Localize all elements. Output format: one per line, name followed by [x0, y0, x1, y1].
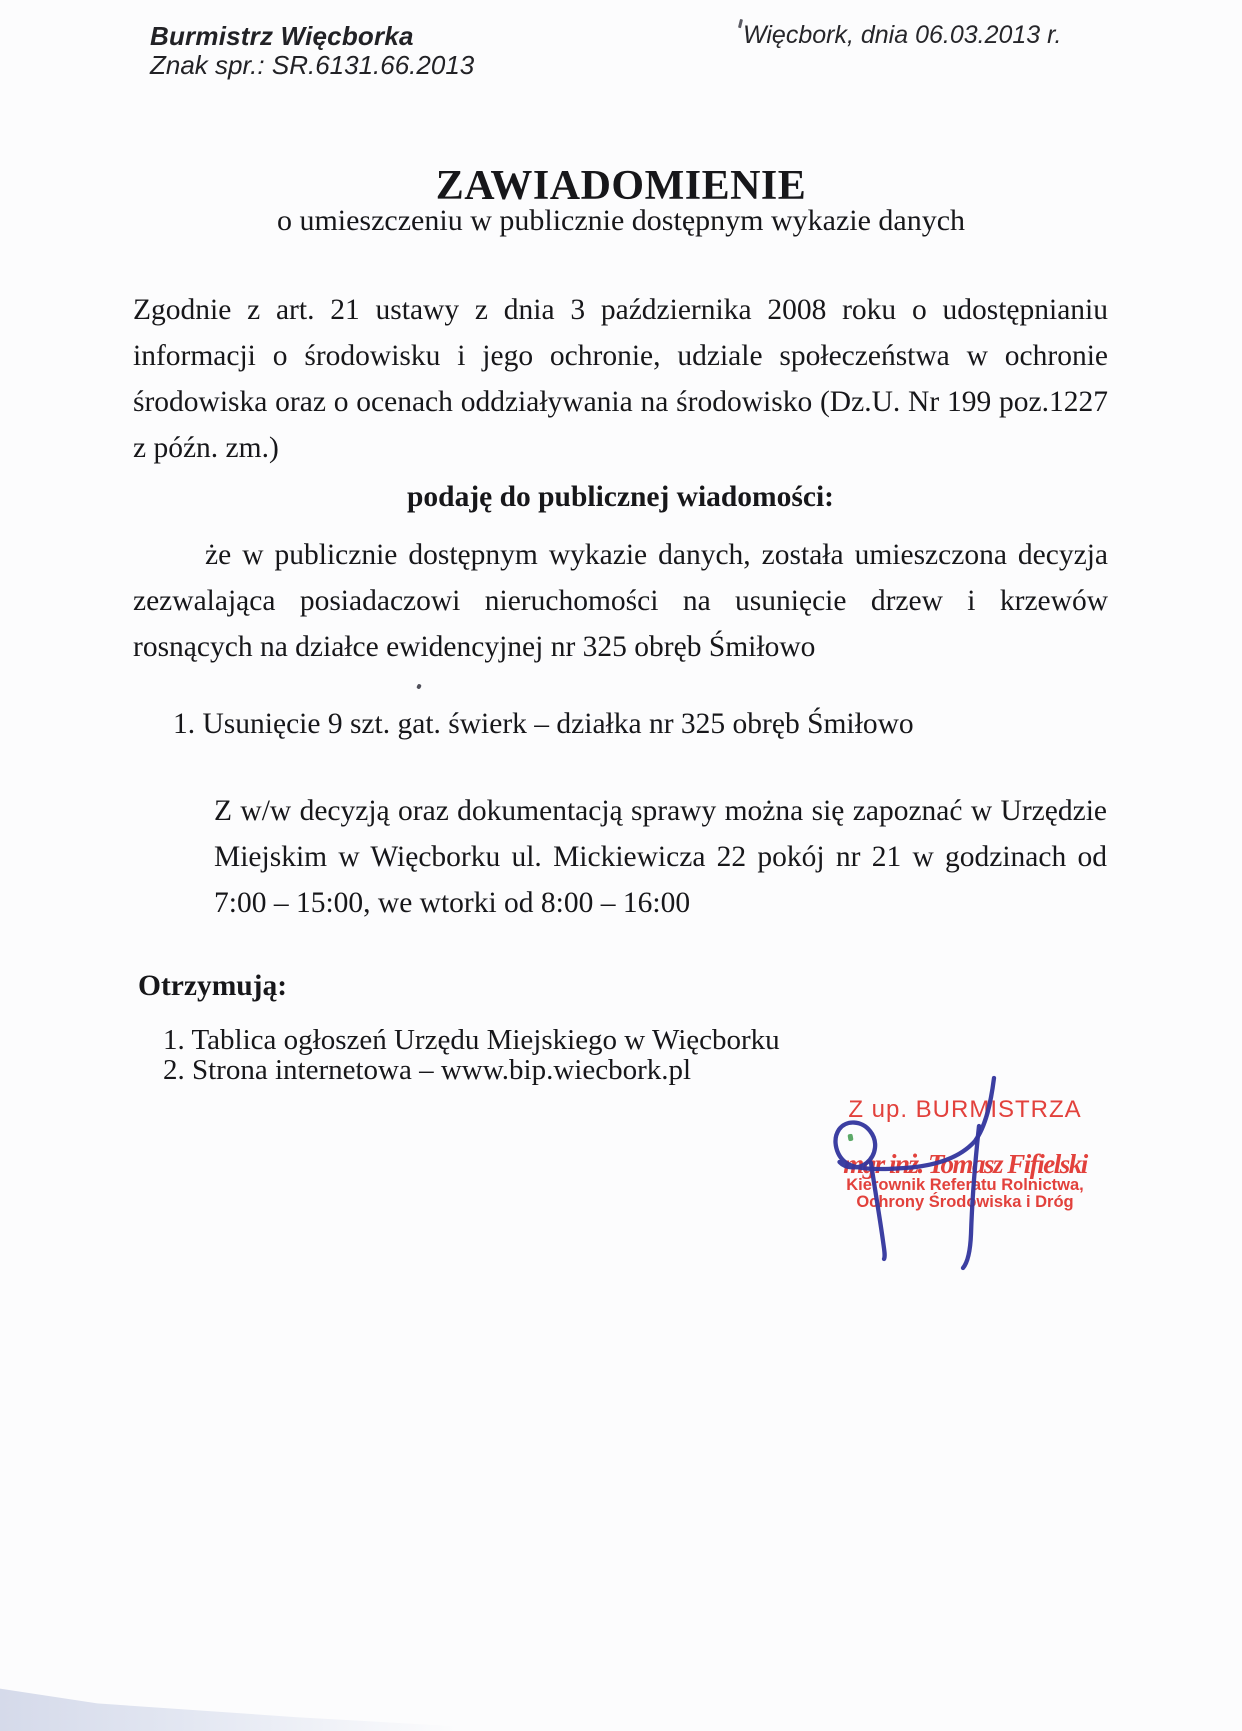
- distribution-item-board: 1. Tablica ogłoszeń Urzędu Miejskiego w Więcborku: [163, 1024, 780, 1056]
- document-subtitle: o umieszczeniu w publicznie dostępnym wykazie danych: [276, 204, 966, 237]
- case-reference: Znak spr.: SR.6131.66.2013: [150, 50, 475, 80]
- scan-corner-shadow: [0, 1685, 540, 1731]
- letterhead: [150, 22, 650, 80]
- stamp-ink-fleck: [847, 1134, 853, 1142]
- stamp-signer-name: mgr inż. Tomasz Fifielski: [843, 1149, 1087, 1179]
- document-title: ZAWIADOMIENIE: [435, 163, 807, 209]
- stamp-authority-line: Z up. BURMISTRZA: [848, 1096, 1082, 1123]
- distribution-heading: Otrzymują:: [138, 970, 288, 1002]
- scan-tick-mark: [738, 19, 743, 28]
- announcement-heading: podaję do publicznej wiadomości:: [407, 481, 834, 513]
- sender-title: Burmistrz Więcborka: [150, 21, 414, 51]
- legal-basis-paragraph: Zgodnie z art. 21 ustawy z dnia 3 października 2008 roku o udostępnianiu informacji o środowisku i jego ochronie, udziale społeczeństwa w ochronie środowiska oraz o ocenach oddziaływania na środowisko (Dz.U. Nr 199 poz.1227 z późn. zm.): [133, 294, 1108, 464]
- scan-speck: [416, 683, 422, 689]
- stamp-signer-title-line1: Kierownik Referatu Rolnictwa,: [846, 1176, 1084, 1194]
- stamp-signer-title-line2: Ochrony Środowiska i Dróg: [856, 1193, 1074, 1211]
- announcement-body-paragraph: że w publicznie dostępnym wykazie danych, została umieszczona decyzja zezwalająca posiadaczowi nieruchomości na usunięcie drzew i krzewów rosnących na działce ewidencyjnej nr 325 obręb Śmiłowo: [133, 539, 1108, 663]
- distribution-item-website: 2. Strona internetowa – www.bip.wiecbork.pl: [163, 1053, 692, 1086]
- availability-paragraph: Z w/w decyzją oraz dokumentacją sprawy można się zapoznać w Urzędzie Miejskim w Więcborku ul. Mickiewicza 22 pokój nr 21 w godzinach od 7:00 – 15:00, we wtorki od 8:00 – 16:00: [214, 795, 1107, 919]
- distribution-list: [163, 1026, 963, 1085]
- decision-list-item: 1. Usunięcie 9 szt. gat. świerk – działka nr 325 obręb Śmiłowo: [173, 708, 914, 740]
- place-and-date: Więcbork, dnia 06.03.2013 r.: [743, 21, 1062, 49]
